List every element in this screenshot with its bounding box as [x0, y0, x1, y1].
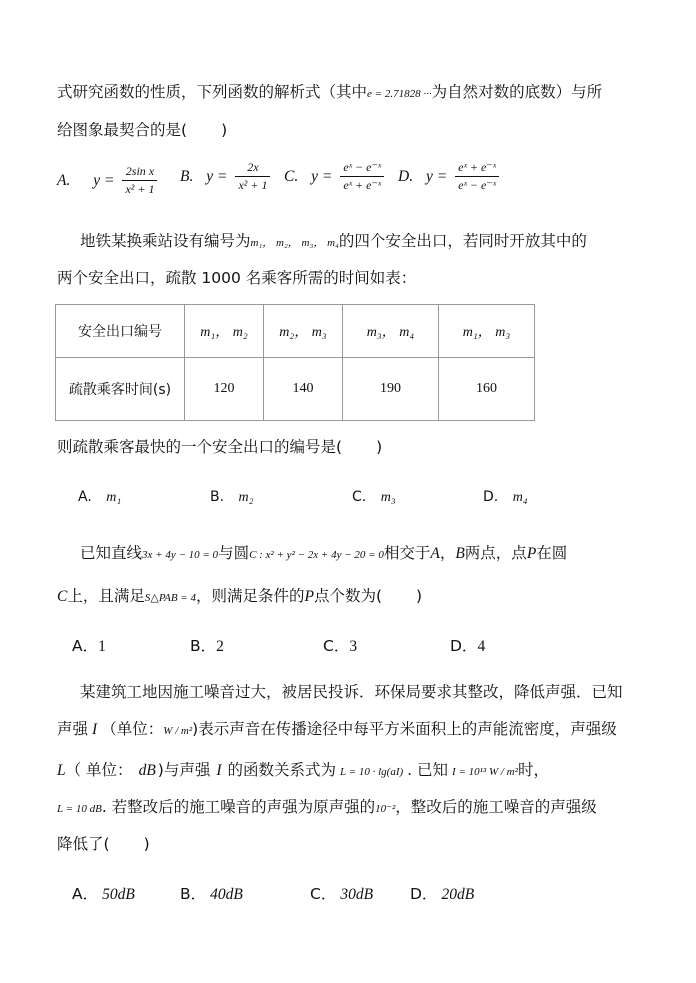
q-circle-option-c[interactable]: C．3 [323, 637, 358, 655]
q-function-option-d[interactable]: D. y = $\frac{\text{eˣ + e⁻ˣ}}{\text{eˣ − e⁻ˣ}}$ [398, 160, 502, 193]
q-function-option-c[interactable]: C. y = $\frac{\text{eˣ − e⁻ˣ}}{\text{eˣ + e⁻ˣ}}$ [284, 160, 387, 193]
q-function-line1: 式研究函数的性质，下列函数的解析式（其中e = 2.71828 ···为自然对数的底数）与所 [57, 83, 603, 101]
q-subway-option-a[interactable]: A. m₁ [78, 489, 122, 505]
q-noise-option-c[interactable]: C． 30dB [310, 885, 374, 903]
q-subway-line2: 两个安全出口，疏散 1000 名乘客所需的时间如表： [57, 269, 417, 287]
table-row-label: 疏散乘客时间(s) [56, 358, 185, 421]
table-cell: 120 [185, 358, 264, 421]
q-noise-line5: 降低了( ) [57, 835, 150, 853]
q-subway-option-c[interactable]: C. m₃ [352, 489, 396, 505]
q-subway-line1: 地铁某换乘站设有编号为m₁， m₂， m₃， m₄的四个安全出口，若同时开放其中的 [80, 232, 587, 250]
e-constant: e = 2.71828 ··· [367, 88, 432, 100]
q-subway-question: 则疏散乘客最快的一个安全出口的编号是( ) [57, 438, 383, 456]
q-noise-line3: L（ 单位： dB )与声强 I 的函数关系式为 L = 10 · lg(aI) . 已知 I = 10¹³ W / m²时， [57, 761, 549, 779]
q-noise-option-d[interactable]: D． 20dB [410, 885, 475, 903]
table-header-label: 安全出口编号 [56, 305, 185, 358]
table-row [56, 358, 535, 421]
table-row [56, 305, 535, 358]
q-noise-option-b[interactable]: B． 40dB [180, 885, 243, 903]
given-level: L = 10 dB [57, 803, 102, 815]
table-cell: 160 [439, 358, 535, 421]
q-circle-option-d[interactable]: D．4 [450, 637, 486, 655]
q-function-option-a[interactable]: A. y = $\frac{\text{2sin x}}{\text{x² + 1}}$ [57, 164, 160, 197]
line-equation: 3x + 4y − 10 = 0 [142, 549, 219, 561]
exit-list: m₁， m₂， m₃， m₄ [250, 237, 339, 249]
q-subway-option-d[interactable]: D. m₄ [483, 489, 528, 505]
circle-equation: C : x² + y² − 2x + 4y − 20 = 0 [249, 549, 384, 561]
table-cell: 190 [343, 358, 439, 421]
noise-formula: L = 10 · lg(aI) [340, 766, 404, 778]
area-condition: S△PAB = 4 [144, 592, 196, 604]
table-header-cell: m₂， m₃ [264, 305, 343, 358]
table-cell: 140 [264, 358, 343, 421]
table-header-cell: m₁， m₃ [439, 305, 535, 358]
q-circle-option-b[interactable]: B．2 [190, 637, 224, 655]
q-noise-line4: L = 10 dB. 若整改后的施工噪音的声强为原声强的10⁻²，整改后的施工噪音的声强级 [57, 798, 597, 816]
q-circle-option-a[interactable]: A．1 [72, 637, 106, 655]
q-function-option-b[interactable]: B. y = $\frac{2x}{\text{x² + 1}}$ [180, 160, 273, 193]
q-noise-line2: 声强 I （单位：W / m²)表示声音在传播途径中每平方米面积上的声能流密度，声强级 [57, 720, 617, 738]
given-intensity: I = 10¹³ W / m² [452, 766, 518, 778]
q-subway-option-b[interactable]: B. m₂ [210, 489, 254, 505]
q-circle-line1: 已知直线3x + 4y − 10 = 0与圆C : x² + y² − 2x + 4y − 20 = 0相交于A，B两点，点P在圆 [80, 544, 568, 562]
intensity-ratio: 10⁻² [375, 803, 396, 815]
intensity-unit: W / m² [163, 725, 193, 737]
table-header-cell: m₁， m₂ [185, 305, 264, 358]
q-noise-line1: 某建筑工地因施工噪音过大，被居民投诉．环保局要求其整改，降低声强．已知 [80, 683, 623, 701]
evacuation-table [55, 304, 535, 421]
table-header-cell: m₃， m₄ [343, 305, 439, 358]
q-noise-option-a[interactable]: A． 50dB [72, 885, 135, 903]
q-circle-line2: C上，且满足S△PAB = 4，则满足条件的P点个数为( ) [57, 587, 423, 605]
q-function-line2: 给图象最契合的是( ) [57, 121, 228, 139]
